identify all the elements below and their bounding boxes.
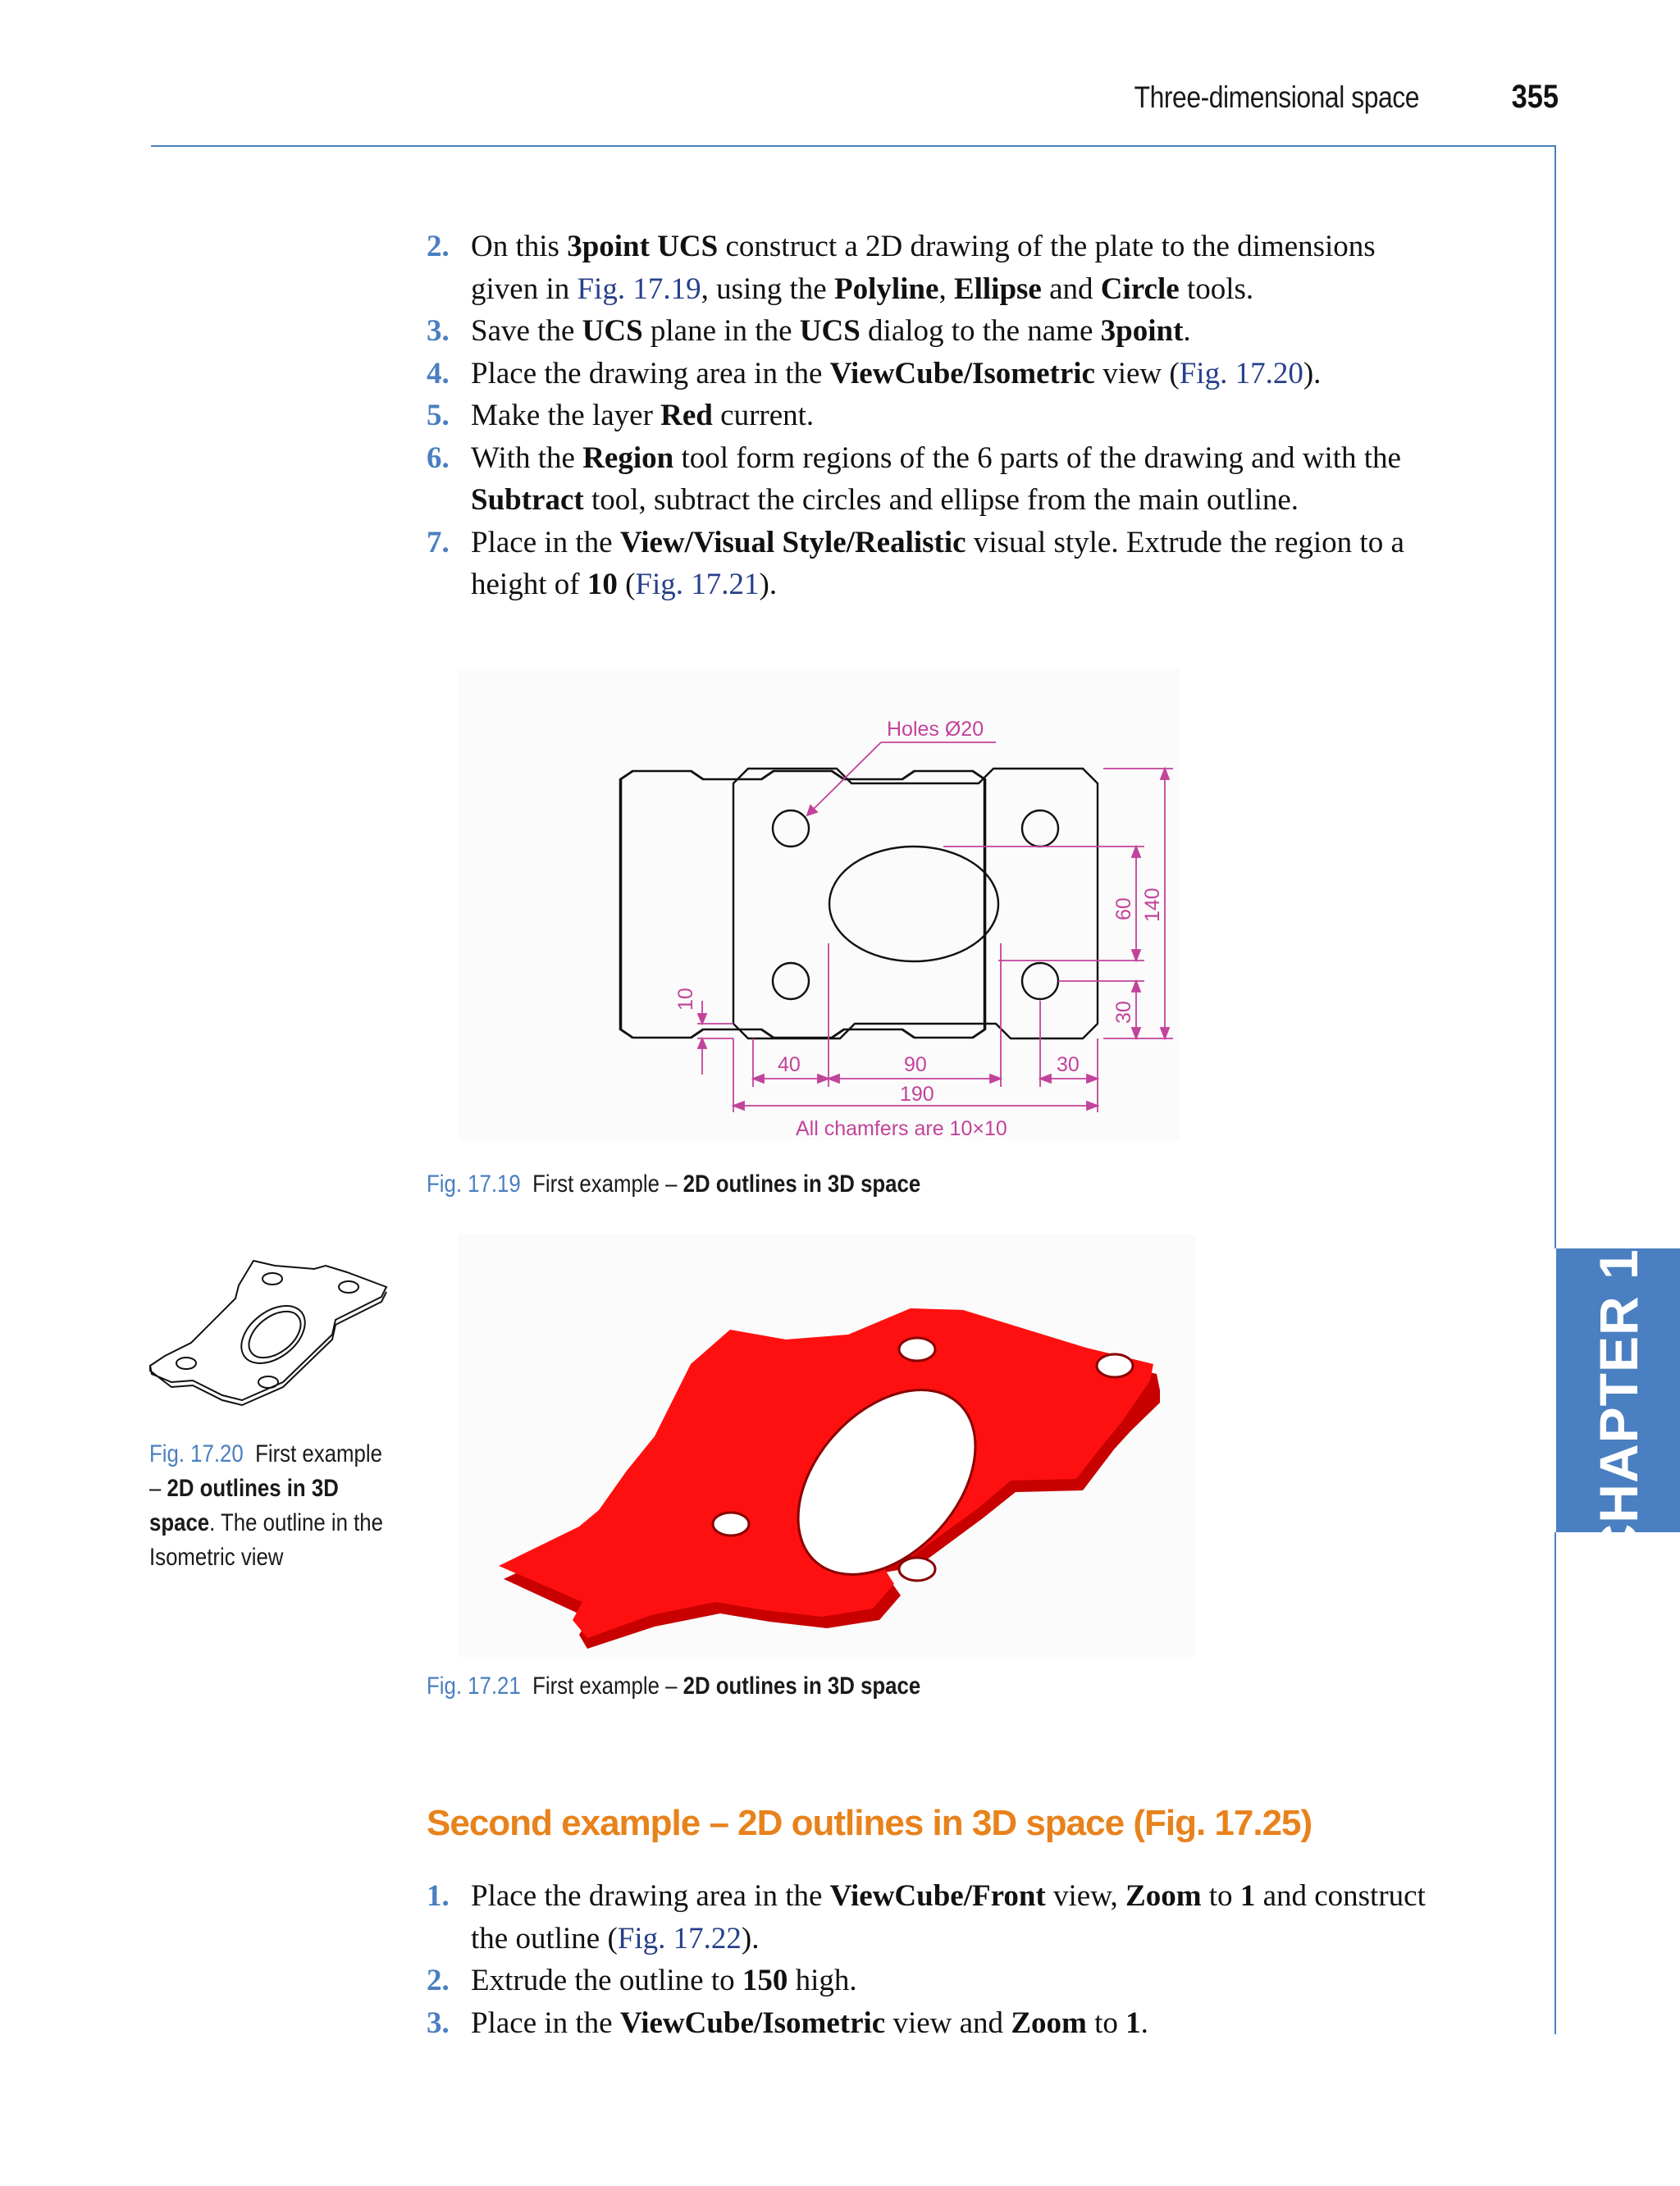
step-item: 3. Save the UCS plane in the UCS dialog to the name 3point. <box>427 310 1427 353</box>
figure-reference-link[interactable]: Fig. 17.22 <box>617 1921 742 1956</box>
hole-bottom-left <box>773 963 809 999</box>
section-heading: Second example – 2D outlines in 3D space (Fig. 17.25) <box>427 1803 1312 1843</box>
running-header-title: Three-dimensional space <box>1134 80 1419 114</box>
dim-190-label: 190 <box>900 1083 934 1106</box>
hole-top-right <box>1022 810 1058 847</box>
iso-hole-2 <box>339 1281 358 1293</box>
step-number: 3. <box>427 314 450 348</box>
step-number: 3. <box>427 2006 450 2040</box>
plate-hole-3 <box>713 1513 749 1536</box>
step-item: 5. Make the layer Red current. <box>427 395 1427 437</box>
iso-hole-1 <box>262 1273 282 1285</box>
step-number: 2. <box>427 1964 450 1997</box>
iso-ellipse-inner <box>240 1303 309 1367</box>
chamfer-note: All chamfers are 10×10 <box>796 1117 1007 1140</box>
step-item: 4. Place the drawing area in the ViewCube/Isometric view (Fig. 17.20). <box>427 353 1427 395</box>
hole-top-left <box>773 810 809 847</box>
step-item: 7. Place in the View/Visual Style/Realistic visual style. Extrude the region to a height of 10 (Fig. 17.21). <box>427 522 1427 606</box>
dim-30-bottom-label: 30 <box>1057 1053 1080 1076</box>
side-caption-17-20: Fig. 17.20 First example – 2D outlines in 3D space. The outline in the Isometric view <box>149 1440 383 1571</box>
step-item: 2. Extrude the outline to 150 high. <box>427 1960 1427 2002</box>
dim-10-label: 10 <box>674 988 697 1011</box>
step-number: 2. <box>427 230 450 263</box>
dim-60-label: 60 <box>1112 897 1135 920</box>
step-number: 5. <box>427 399 450 432</box>
iso-hole-4 <box>258 1376 278 1388</box>
plate-hole-1 <box>899 1338 935 1361</box>
dim-140-label: 140 <box>1141 888 1164 922</box>
iso-hole-3 <box>176 1358 196 1369</box>
step-item: 6. With the Region tool form regions of the 6 parts of the drawing and with the Subtract tool, subtract the circles and ellipse from the main outline. <box>427 437 1427 522</box>
dim-40-label: 40 <box>778 1053 801 1076</box>
figure-reference-link[interactable]: Fig. 17.21 <box>635 568 760 601</box>
step-item: 3. Place in the ViewCube/Isometric view and Zoom to 1. <box>427 2002 1427 2045</box>
step-number: 4. <box>427 356 450 390</box>
dim-90-label: 90 <box>904 1053 927 1076</box>
plate-hole-2 <box>1097 1354 1133 1377</box>
figure-reference-link[interactable]: Fig. 17.19 <box>577 272 701 306</box>
step-number: 1. <box>427 1879 450 1913</box>
figure-caption-17-21: Fig. 17.21 First example – 2D outlines in 3D space <box>427 1673 921 1700</box>
steps-list-2 <box>427 1875 1427 2044</box>
figure-reference-link[interactable]: Fig. 17.20 <box>1179 356 1303 390</box>
chapter-tab-label: CHAPTER 17 <box>1587 1217 1649 1563</box>
figure-17-20-isometric-outline <box>144 1251 398 1411</box>
page-number: 355 <box>1511 79 1559 115</box>
figure-caption-17-19: Fig. 17.19 First example – 2D outlines in 3D space <box>427 1171 921 1198</box>
holes-label: Holes Ø20 <box>887 718 984 741</box>
step-number: 7. <box>427 525 450 559</box>
step-item: 2. On this 3point UCS construct a 2D drawing of the plate to the dimensions given in Fig. 17.19, using the Polyline, Ellipse and Circle tools. <box>427 226 1427 310</box>
leader-line <box>810 742 881 812</box>
dim-30-side-label: 30 <box>1112 1001 1135 1024</box>
plate-hole-4 <box>899 1558 935 1581</box>
figure-17-21 <box>458 1234 1196 1657</box>
red-extruded-plate <box>458 1234 1196 1657</box>
step-number: 6. <box>427 440 450 475</box>
hole-bottom-right <box>1022 963 1058 999</box>
center-ellipse <box>829 847 998 961</box>
step-item: 1. Place the drawing area in the ViewCube/Front view, Zoom to 1 and construct the outline (Fig. 17.22). <box>427 1875 1427 1960</box>
